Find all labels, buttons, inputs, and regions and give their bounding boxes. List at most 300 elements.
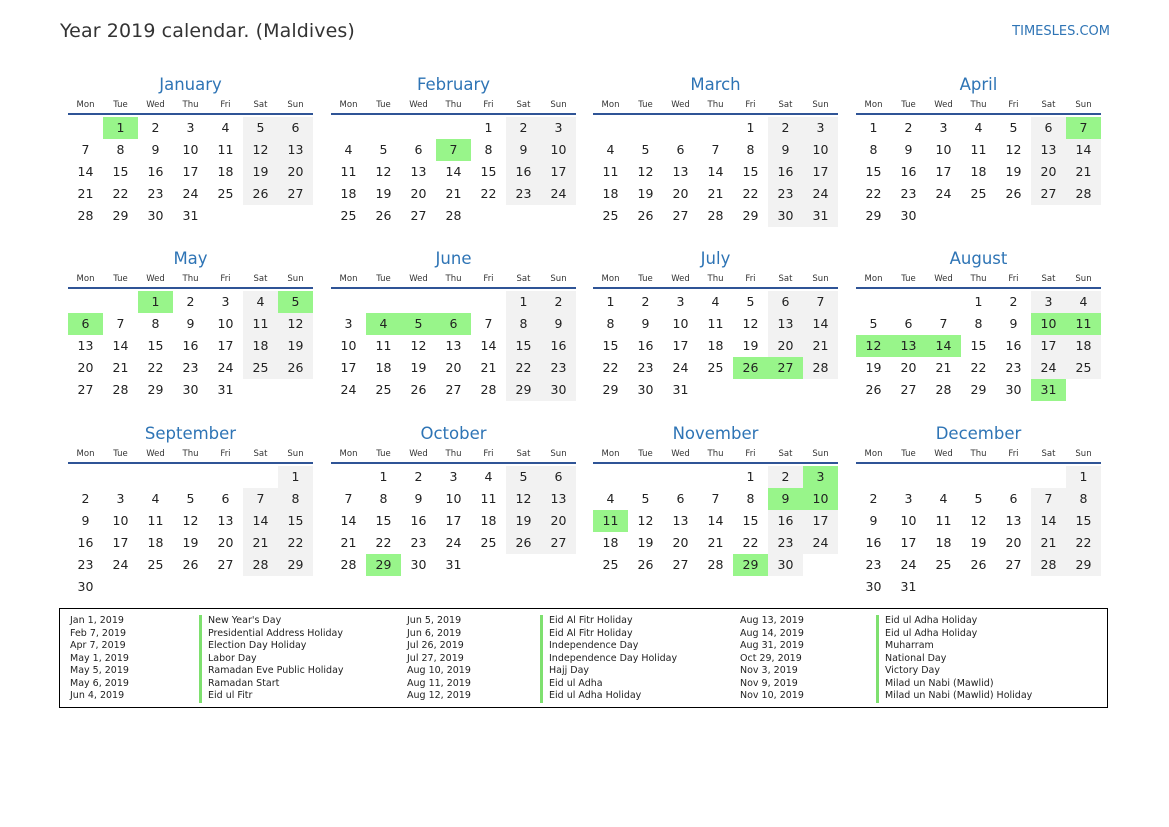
- day-cell: 20: [672, 186, 689, 201]
- weekday-label: Wed: [934, 274, 953, 284]
- day-cell: 9: [641, 316, 650, 331]
- weekend-day: 24: [1031, 357, 1066, 379]
- day-cell: 16: [900, 164, 917, 179]
- day-cell: 28: [112, 382, 129, 397]
- day-cell: 12: [182, 513, 199, 528]
- day-cell: 15: [865, 164, 882, 179]
- day-cell: 24: [900, 557, 917, 572]
- weekend-day: 1: [506, 291, 541, 313]
- weekend-day: 29: [506, 379, 541, 401]
- day-cell: 14: [77, 164, 94, 179]
- day-cell: 24: [182, 186, 199, 201]
- weekday-label: Wed: [671, 449, 690, 459]
- weekday-label: Sun: [812, 274, 829, 284]
- weekday-label: Sat: [253, 274, 268, 284]
- day-cell: 6: [676, 491, 685, 506]
- holiday-date: May 5, 2019: [70, 665, 129, 676]
- day-cell: 22: [865, 186, 882, 201]
- day-cell: 13: [217, 513, 234, 528]
- weekday-label: Wed: [146, 274, 165, 284]
- page-title: Year 2019 calendar. (Maldives): [60, 20, 355, 42]
- weekend-day: 23: [768, 183, 803, 205]
- holiday-day: 5: [401, 313, 436, 335]
- day-cell: 5: [186, 491, 195, 506]
- weekend-day: 18: [243, 335, 278, 357]
- weekend-day: 2: [768, 117, 803, 139]
- day-cell: 22: [480, 186, 497, 201]
- day-cell: 30: [77, 579, 94, 594]
- weekend-day: 1: [1066, 466, 1101, 488]
- day-cell: 8: [746, 142, 755, 157]
- day-cell: 13: [672, 513, 689, 528]
- weekend-day: 13: [1031, 139, 1066, 161]
- weekday-label: Thu: [707, 100, 724, 110]
- weekday-label: Mon: [864, 274, 883, 284]
- weekend-day: 1: [278, 466, 313, 488]
- empty-cell: [401, 291, 436, 313]
- holiday-day: 14: [926, 335, 961, 357]
- holiday-date: Nov 9, 2019: [740, 677, 798, 689]
- weekend-day: 16: [768, 510, 803, 532]
- day-cell: 21: [707, 535, 724, 550]
- month-september: [68, 422, 313, 598]
- weekday-label: Sun: [287, 100, 304, 110]
- weekend-day: 5: [506, 466, 541, 488]
- holiday-name: Milad un Nabi (Mawlid): [876, 678, 994, 691]
- day-cell: 7: [711, 491, 720, 506]
- day-cell: 23: [900, 186, 917, 201]
- weekday-header: [593, 271, 838, 289]
- holiday-day: 1: [138, 291, 173, 313]
- month-february: [331, 73, 576, 227]
- weekend-day: 23: [506, 183, 541, 205]
- holiday-day: 12: [856, 335, 891, 357]
- day-cell: 24: [217, 360, 234, 375]
- day-cell: 5: [869, 316, 878, 331]
- weekday-label: Tue: [113, 449, 128, 459]
- day-cell: 31: [217, 382, 234, 397]
- empty-cell: [856, 466, 891, 488]
- empty-cell: [698, 466, 733, 488]
- empty-cell: [856, 291, 891, 313]
- day-cell: 16: [865, 535, 882, 550]
- day-cell: 18: [970, 164, 987, 179]
- day-cell: 3: [676, 294, 685, 309]
- day-cell: 20: [410, 186, 427, 201]
- weekday-label: Thu: [182, 274, 199, 284]
- day-cell: 18: [480, 513, 497, 528]
- day-cell: 3: [116, 491, 125, 506]
- day-cell: 15: [742, 164, 759, 179]
- month-name: February: [416, 75, 491, 94]
- holiday-name: Eid ul Adha Holiday: [876, 628, 977, 641]
- weekday-header: [68, 271, 313, 289]
- weekday-label: Tue: [638, 449, 653, 459]
- day-cell: 1: [746, 469, 755, 484]
- day-cell: 7: [81, 142, 90, 157]
- month-name: April: [959, 75, 998, 94]
- day-cell: 26: [970, 557, 987, 572]
- holiday-day: 31: [1031, 379, 1066, 401]
- day-cell: 12: [742, 316, 759, 331]
- holiday-date: Jul 27, 2019: [407, 652, 464, 664]
- weekday-label: Sun: [1075, 100, 1092, 110]
- day-cell: 29: [865, 208, 882, 223]
- holiday-date: Aug 31, 2019: [740, 640, 804, 651]
- day-cell: 4: [939, 491, 948, 506]
- weekday-label: Fri: [745, 274, 756, 284]
- day-cell: 21: [480, 360, 497, 375]
- weekday-label: Mon: [76, 100, 95, 110]
- weekend-day: 14: [1066, 139, 1101, 161]
- day-cell: 13: [77, 338, 94, 353]
- day-cell: 22: [147, 360, 164, 375]
- weekday-label: Sun: [550, 449, 567, 459]
- weekend-day: 3: [1031, 291, 1066, 313]
- weekday-label: Mon: [864, 100, 883, 110]
- day-cell: 18: [602, 186, 619, 201]
- day-cell: 23: [1005, 360, 1022, 375]
- weekend-day: 15: [506, 335, 541, 357]
- weekend-day: 19: [278, 335, 313, 357]
- day-cell: 16: [637, 338, 654, 353]
- day-cell: 30: [900, 208, 917, 223]
- weekday-label: Mon: [864, 449, 883, 459]
- day-cell: 16: [182, 338, 199, 353]
- weekend-day: 7: [803, 291, 838, 313]
- day-cell: 22: [375, 535, 392, 550]
- day-cell: 17: [217, 338, 234, 353]
- weekend-day: 24: [803, 183, 838, 205]
- day-cell: 24: [672, 360, 689, 375]
- day-cell: 16: [77, 535, 94, 550]
- day-grid: [68, 291, 313, 401]
- day-cell: 3: [344, 316, 353, 331]
- day-grid: [593, 117, 838, 227]
- weekend-day: 22: [1066, 532, 1101, 554]
- weekday-label: Thu: [707, 274, 724, 284]
- day-cell: 8: [974, 316, 983, 331]
- holiday-day: 5: [278, 291, 313, 313]
- weekend-day: 13: [278, 139, 313, 161]
- month-name: June: [435, 249, 472, 268]
- day-cell: 15: [375, 513, 392, 528]
- month-august: [856, 247, 1101, 401]
- day-cell: 27: [77, 382, 94, 397]
- day-cell: 30: [637, 382, 654, 397]
- day-grid: [856, 117, 1101, 227]
- day-cell: 17: [445, 513, 462, 528]
- day-cell: 1: [379, 469, 388, 484]
- weekend-day: 3: [541, 117, 576, 139]
- weekday-label: Fri: [1008, 449, 1019, 459]
- weekday-label: Wed: [409, 100, 428, 110]
- day-cell: 6: [904, 316, 913, 331]
- weekend-day: 27: [1031, 183, 1066, 205]
- day-cell: 21: [707, 186, 724, 201]
- day-cell: 23: [147, 186, 164, 201]
- month-october: [331, 422, 576, 576]
- month-december: [856, 422, 1101, 598]
- day-cell: 28: [707, 557, 724, 572]
- day-cell: 11: [602, 164, 619, 179]
- day-cell: 2: [186, 294, 195, 309]
- day-cell: 22: [112, 186, 129, 201]
- weekend-day: 29: [278, 554, 313, 576]
- day-cell: 30: [1005, 382, 1022, 397]
- weekday-label: Tue: [638, 274, 653, 284]
- holiday-date: May 6, 2019: [70, 677, 129, 689]
- holiday-date: Feb 7, 2019: [70, 627, 127, 639]
- day-cell: 3: [449, 469, 458, 484]
- day-cell: 20: [672, 535, 689, 550]
- day-cell: 27: [672, 208, 689, 223]
- weekend-day: 28: [1066, 183, 1101, 205]
- day-cell: 9: [869, 513, 878, 528]
- day-cell: 5: [641, 142, 650, 157]
- holiday-day: 1: [103, 117, 138, 139]
- weekend-day: 21: [1066, 161, 1101, 183]
- weekday-label: Sun: [287, 449, 304, 459]
- weekend-day: 8: [506, 313, 541, 335]
- holiday-name: Independence Day: [540, 640, 638, 653]
- weekday-label: Tue: [113, 100, 128, 110]
- day-cell: 18: [217, 164, 234, 179]
- day-grid: [331, 291, 576, 401]
- holiday-day: 13: [891, 335, 926, 357]
- weekend-day: 4: [243, 291, 278, 313]
- weekend-day: 22: [506, 357, 541, 379]
- month-march: [593, 73, 838, 227]
- weekend-day: 7: [1031, 488, 1066, 510]
- day-cell: 13: [410, 164, 427, 179]
- weekday-label: Fri: [745, 100, 756, 110]
- weekday-label: Thu: [970, 449, 987, 459]
- day-cell: 30: [147, 208, 164, 223]
- weekday-header: [593, 97, 838, 115]
- day-cell: 24: [935, 186, 952, 201]
- day-cell: 2: [414, 469, 423, 484]
- holiday-date: Jun 5, 2019: [407, 615, 462, 626]
- weekday-label: Sat: [1041, 274, 1056, 284]
- weekend-day: 8: [278, 488, 313, 510]
- day-cell: 11: [147, 513, 164, 528]
- day-cell: 26: [1005, 186, 1022, 201]
- day-cell: 27: [900, 382, 917, 397]
- weekend-day: 10: [541, 139, 576, 161]
- holiday-day: 7: [1066, 117, 1101, 139]
- weekday-label: Sat: [1041, 100, 1056, 110]
- day-cell: 5: [746, 294, 755, 309]
- site-link[interactable]: TIMESLES.COM: [1012, 24, 1110, 39]
- weekend-day: 27: [541, 532, 576, 554]
- weekday-header: [856, 446, 1101, 464]
- day-cell: 20: [1005, 535, 1022, 550]
- day-cell: 14: [112, 338, 129, 353]
- day-cell: 28: [77, 208, 94, 223]
- holiday-name: Eid Al Fitr Holiday: [540, 628, 633, 641]
- day-cell: 30: [182, 382, 199, 397]
- empty-cell: [138, 466, 173, 488]
- day-cell: 19: [742, 338, 759, 353]
- day-cell: 17: [340, 360, 357, 375]
- day-cell: 26: [865, 382, 882, 397]
- day-cell: 22: [602, 360, 619, 375]
- day-cell: 1: [869, 120, 878, 135]
- holiday-date: Nov 10, 2019: [740, 690, 804, 701]
- weekday-label: Thu: [970, 274, 987, 284]
- day-cell: 24: [340, 382, 357, 397]
- weekend-day: 6: [768, 291, 803, 313]
- day-cell: 19: [637, 535, 654, 550]
- weekend-day: 10: [803, 139, 838, 161]
- weekend-day: 12: [243, 139, 278, 161]
- day-cell: 21: [445, 186, 462, 201]
- day-cell: 4: [606, 142, 615, 157]
- day-cell: 2: [1009, 294, 1018, 309]
- holiday-day: 10: [803, 488, 838, 510]
- weekday-label: Wed: [934, 449, 953, 459]
- weekend-day: 30: [541, 379, 576, 401]
- weekend-day: 14: [803, 313, 838, 335]
- weekday-label: Mon: [601, 100, 620, 110]
- weekday-header: [331, 271, 576, 289]
- empty-cell: [436, 117, 471, 139]
- day-cell: 17: [935, 164, 952, 179]
- weekend-day: 25: [243, 357, 278, 379]
- day-cell: 1: [606, 294, 615, 309]
- holiday-date: Oct 29, 2019: [740, 652, 802, 664]
- weekday-label: Thu: [445, 274, 462, 284]
- weekend-day: 25: [1066, 357, 1101, 379]
- weekday-label: Thu: [970, 100, 987, 110]
- holiday-name: Eid ul Adha Holiday: [540, 690, 641, 703]
- day-cell: 17: [112, 535, 129, 550]
- weekday-label: Wed: [671, 274, 690, 284]
- day-cell: 8: [151, 316, 160, 331]
- day-cell: 4: [711, 294, 720, 309]
- holiday-name: Eid Al Fitr Holiday: [540, 615, 633, 628]
- weekday-header: [68, 97, 313, 115]
- empty-cell: [663, 466, 698, 488]
- day-cell: 11: [480, 491, 497, 506]
- day-cell: 29: [147, 382, 164, 397]
- holiday-name: Labor Day: [199, 653, 257, 666]
- day-cell: 19: [637, 186, 654, 201]
- weekday-label: Fri: [483, 274, 494, 284]
- day-cell: 26: [410, 382, 427, 397]
- day-cell: 9: [151, 142, 160, 157]
- weekend-day: 19: [243, 161, 278, 183]
- holiday-day: 11: [1066, 313, 1101, 335]
- weekday-label: Tue: [901, 449, 916, 459]
- day-cell: 26: [182, 557, 199, 572]
- holiday-day: 29: [733, 554, 768, 576]
- day-cell: 20: [217, 535, 234, 550]
- empty-cell: [436, 291, 471, 313]
- holiday-name: New Year's Day: [199, 615, 281, 628]
- day-cell: 2: [151, 120, 160, 135]
- day-cell: 4: [151, 491, 160, 506]
- day-cell: 20: [900, 360, 917, 375]
- weekend-day: 26: [243, 183, 278, 205]
- weekday-label: Fri: [483, 449, 494, 459]
- day-cell: 9: [186, 316, 195, 331]
- day-cell: 3: [904, 491, 913, 506]
- day-cell: 25: [602, 208, 619, 223]
- day-cell: 10: [900, 513, 917, 528]
- month-november: [593, 422, 838, 576]
- day-cell: 21: [935, 360, 952, 375]
- day-cell: 28: [935, 382, 952, 397]
- day-cell: 22: [742, 186, 759, 201]
- weekend-day: 8: [1066, 488, 1101, 510]
- day-cell: 11: [935, 513, 952, 528]
- month-july: [593, 247, 838, 401]
- month-name: May: [173, 249, 208, 268]
- holiday-date: Aug 13, 2019: [740, 615, 804, 626]
- month-name: November: [672, 424, 759, 443]
- empty-cell: [103, 466, 138, 488]
- weekday-label: Wed: [409, 449, 428, 459]
- weekend-day: 24: [803, 532, 838, 554]
- weekend-day: 9: [506, 139, 541, 161]
- weekday-header: [331, 446, 576, 464]
- day-cell: 4: [484, 469, 493, 484]
- day-cell: 23: [410, 535, 427, 550]
- weekend-day: 24: [541, 183, 576, 205]
- day-cell: 29: [602, 382, 619, 397]
- empty-cell: [208, 466, 243, 488]
- empty-cell: [698, 117, 733, 139]
- weekday-label: Tue: [901, 100, 916, 110]
- empty-cell: [628, 466, 663, 488]
- day-cell: 5: [641, 491, 650, 506]
- day-cell: 28: [445, 208, 462, 223]
- day-cell: 6: [1009, 491, 1018, 506]
- day-cell: 18: [935, 535, 952, 550]
- weekend-day: 28: [803, 357, 838, 379]
- weekday-label: Wed: [671, 100, 690, 110]
- day-cell: 9: [414, 491, 423, 506]
- empty-cell: [1031, 466, 1066, 488]
- day-cell: 6: [414, 142, 423, 157]
- weekend-day: 27: [278, 183, 313, 205]
- day-cell: 31: [445, 557, 462, 572]
- holiday-day: 6: [68, 313, 103, 335]
- day-cell: 11: [217, 142, 234, 157]
- day-cell: 1: [974, 294, 983, 309]
- day-cell: 18: [147, 535, 164, 550]
- day-cell: 17: [672, 338, 689, 353]
- day-cell: 18: [602, 535, 619, 550]
- weekend-day: 2: [768, 466, 803, 488]
- holiday-day: 29: [366, 554, 401, 576]
- weekday-label: Thu: [445, 449, 462, 459]
- weekday-label: Sun: [287, 274, 304, 284]
- day-cell: 5: [379, 142, 388, 157]
- weekday-label: Tue: [113, 274, 128, 284]
- day-cell: 25: [707, 360, 724, 375]
- day-cell: 4: [606, 491, 615, 506]
- weekday-label: Sat: [516, 100, 531, 110]
- empty-cell: [961, 466, 996, 488]
- weekday-label: Sun: [812, 100, 829, 110]
- empty-cell: [593, 117, 628, 139]
- day-grid: [593, 291, 838, 401]
- day-cell: 23: [865, 557, 882, 572]
- weekday-label: Mon: [76, 274, 95, 284]
